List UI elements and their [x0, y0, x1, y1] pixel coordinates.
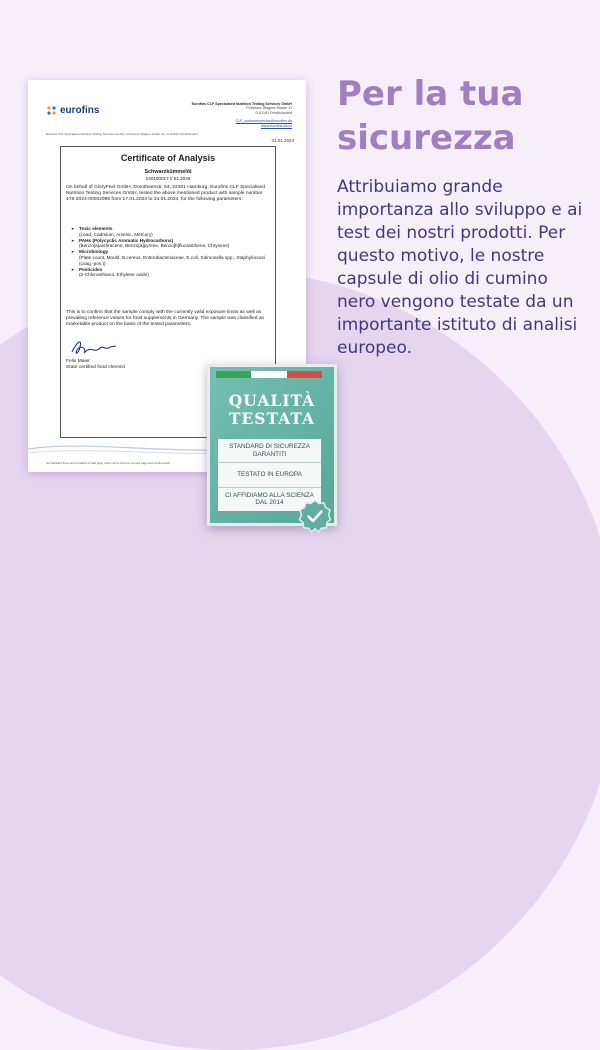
- list-item: [71, 249, 270, 266]
- eurofins-logo: [46, 105, 99, 116]
- signer-name: Felix Maier: [66, 359, 90, 364]
- badge-title-line: QUALITÀ: [228, 391, 316, 410]
- test-detail: (Benzo[a]anthracene, Benzo[a]pyrene, Benzo[b]fluoranthene, Chrysene): [79, 243, 230, 249]
- badge-title: [210, 392, 334, 428]
- badge-line-science: CI AFFIDIAMO ALLA SCIENZA DAL 2014: [218, 487, 321, 511]
- bullet-arrow-icon: ➤: [71, 266, 75, 272]
- lab-address-block: [192, 102, 292, 128]
- italian-flag-stripe: [216, 371, 322, 378]
- list-item: [71, 238, 270, 250]
- lab-address-line: D-61191 Friedrichsdorf: [255, 110, 292, 115]
- eurofins-logo-icon: [46, 105, 57, 116]
- lab-web-link[interactable]: www.eurofins.de/clf: [261, 123, 292, 128]
- test-name: PAHs (Polycyclic Aromatic Hydrocarbons): [79, 237, 174, 243]
- lab-address-line: Professor-Wagner-Straße 11: [246, 106, 292, 111]
- test-parameters-list: [71, 226, 270, 278]
- lab-name: Eurofins CLF Specialised Nutrition Testing Services GmbH: [191, 102, 292, 106]
- headline: Per la tua sicurezza: [337, 74, 524, 158]
- certificate-conclusion: This is to confirm that the sample comply with the currently valid exposure limits as well as prevailing reference values for food supplements in Germany. The sample was classified as marketable product on the basis of the tested parameters.: [66, 310, 264, 328]
- signer-block: [66, 359, 125, 371]
- list-item: [71, 267, 270, 279]
- test-detail: (2-Chloroethanol, Ethylene oxide): [79, 272, 149, 278]
- test-detail: (Plate count, Mould, B.cereus, Enterobacteriaceae, E.coli, Salmonella spp., Staphylococci (coag.-pos.)): [79, 254, 266, 266]
- product-number: 240100017 // 01.2026: [145, 176, 191, 181]
- handwritten-signature: [69, 337, 129, 359]
- check-icon: [298, 499, 332, 533]
- certificate-intro: On behalf of GloryFeel GmbH, Dorotheenstr. 54, 22301 Hamburg, Eurofins CLF Specialised Nutrition Testing Services GmbH, tested the above mentioned product with sample number 476-2024-00002095 from 17.01.2024 to 24.01.2024, for the following parameters:: [66, 185, 265, 203]
- logo-text: eurofins: [60, 105, 100, 116]
- bullet-arrow-icon: ➤: [71, 237, 75, 243]
- test-name: Pesticides: [79, 266, 103, 272]
- list-item: [71, 226, 270, 238]
- test-name: Toxic elements: [79, 226, 113, 231]
- certificate-title: Certificate of Analysis: [120, 153, 216, 163]
- test-name: Microbiology: [79, 249, 109, 255]
- badge-line-safety: STANDARD DI SICUREZZA GARANTITI: [229, 443, 310, 458]
- test-detail: (Lead, Cadmium, Arsenic, Mercury): [79, 231, 153, 237]
- signer-title: State certified food chemist: [66, 365, 125, 370]
- badge-line-tested: TESTATO IN EUROPA: [218, 462, 321, 486]
- sender-reference-line: Eurofins CLF Specialised Nutrition Testing Services GmbH • Professor-Wagner-Straße 11 • D-61191 Friedrichsdorf: [46, 132, 198, 136]
- product-name: Schwarzkümmelöl: [144, 169, 192, 175]
- badge-title-line: TESTATA: [228, 409, 316, 428]
- body-text: Attribuiamo grande importanza allo sviluppo e ai test dei nostri prodotti. Per questo motivo, le nostre capsule di olio di cumino nero vengono testate da un importante istituto di analisi europeo.: [337, 177, 583, 358]
- footer-terms: Our Standard Terms and Conditions of Sale apply, which can be found on our web page www.eurofins.de/clf: [46, 462, 170, 465]
- lab-email-link[interactable]: CLF_customerservice@eurofins.de: [235, 119, 292, 124]
- bullet-arrow-icon: ➤: [71, 249, 75, 255]
- bullet-arrow-icon: ➤: [71, 226, 75, 231]
- document-date: 31.01.2024: [271, 138, 294, 143]
